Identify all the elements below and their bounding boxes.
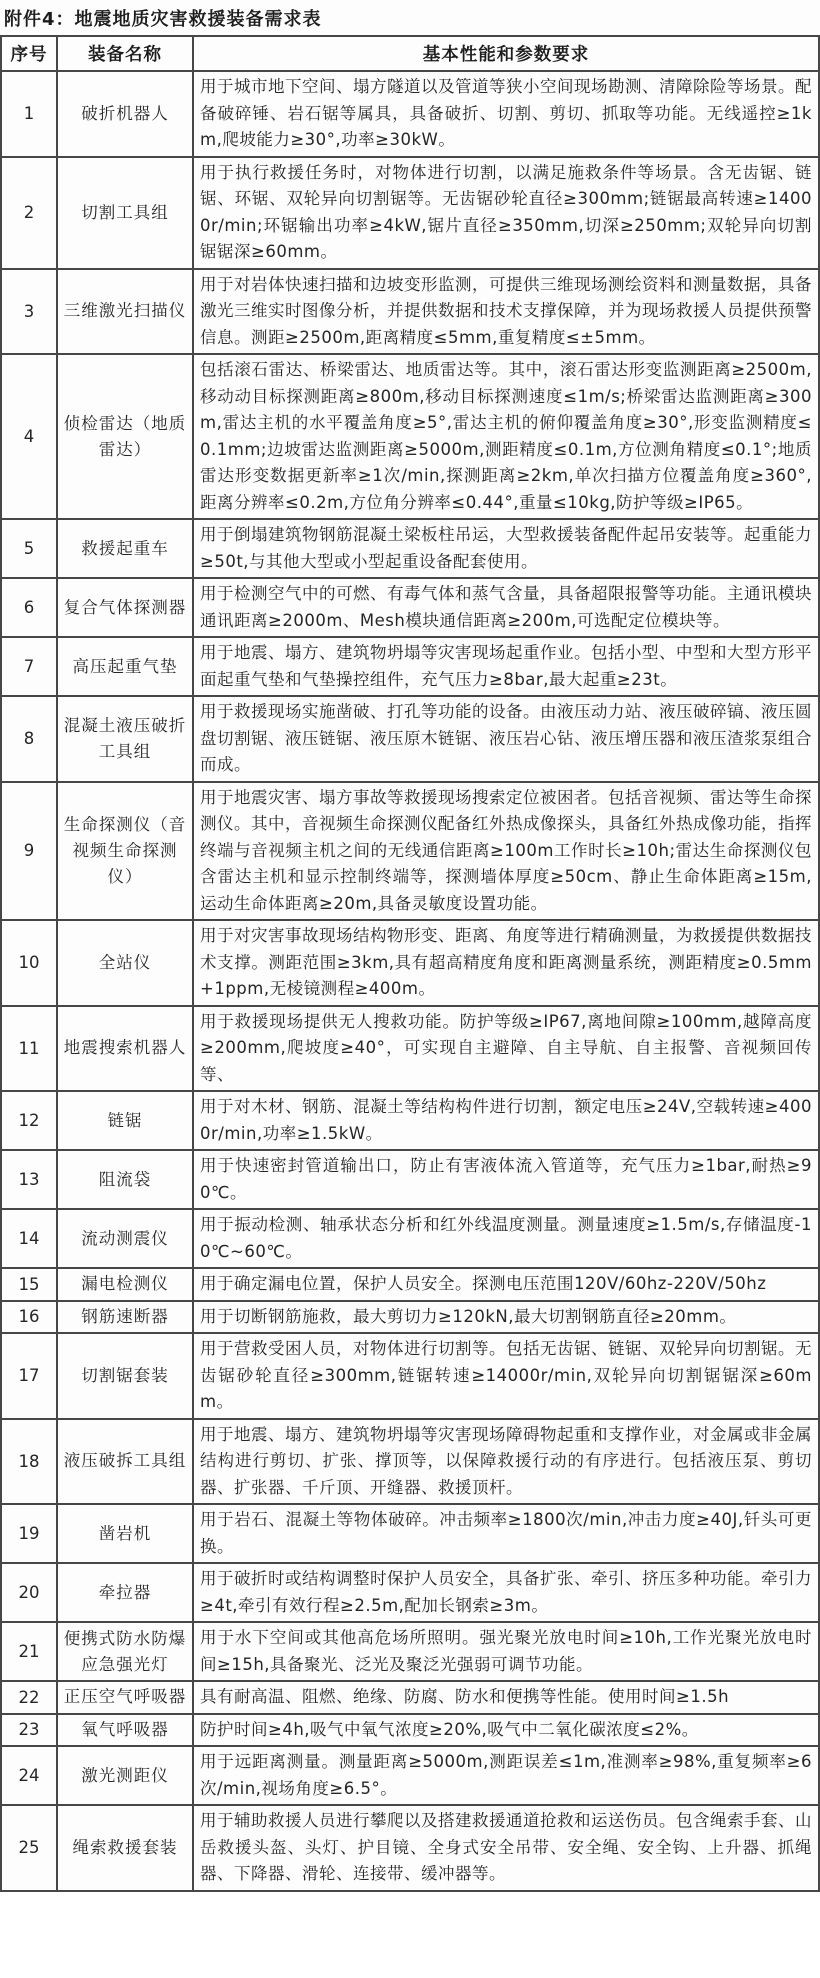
requirements-cell: 用于破折时或结构调整时保护人员安全，具备扩张、牵引、挤压多种功能。牵引力≥4t,牵引有效行程≥2.5m,配加长钢索≥3m。: [193, 1563, 819, 1622]
requirements-cell: 具有耐高温、阻燃、绝缘、防腐、防水和便携等性能。使用时间≥1.5h: [193, 1681, 819, 1714]
table-row: [1, 71, 819, 157]
equipment-name-cell: 链锯: [57, 1091, 193, 1150]
serial-number-cell: 9: [1, 782, 57, 921]
equipment-name-cell: 阻流袋: [57, 1150, 193, 1209]
serial-number-cell: 4: [1, 354, 57, 519]
equipment-name-cell: 漏电检测仪: [57, 1268, 193, 1301]
equipment-name-cell: 正压空气呼吸器: [57, 1681, 193, 1714]
equipment-requirements-table: [0, 35, 820, 1892]
equipment-name-cell: 氧气呼吸器: [57, 1714, 193, 1747]
requirements-cell: 用于救援现场实施凿破、打孔等功能的设备。由液压动力站、液压破碎镐、液压圆盘切割锯、液压链锯、液压原木链锯、液压岩心钻、液压增压器和液压渣浆泵组合而成。: [193, 696, 819, 782]
table-row: [1, 1333, 819, 1419]
table-row: [1, 1681, 819, 1714]
requirements-cell: 防护时间≥4h,吸气中氧气浓度≥20%,吸气中二氧化碳浓度≤2%。: [193, 1714, 819, 1747]
table-row: [1, 1091, 819, 1150]
header-equipment-name: 装备名称: [57, 36, 193, 71]
requirements-cell: 用于城市地下空间、塌方隧道以及管道等狭小空间现场勘测、清障除险等场景。配备破碎锤、岩石锯等属具，具备破折、切割、剪切、抓取等功能。无线遥控≥1km,爬坡能力≥30°,功率≥30kW。: [193, 71, 819, 157]
equipment-name-cell: 激光测距仪: [57, 1746, 193, 1805]
table-row: [1, 1746, 819, 1805]
equipment-name-cell: 绳索救援套装: [57, 1805, 193, 1891]
serial-number-cell: 14: [1, 1209, 57, 1268]
requirements-cell: 用于地震灾害、塌方事故等救援现场搜索定位被困者。包括音视频、雷达等生命探测仪。其中，音视频生命探测仪配备红外热成像探头，具备红外热成像功能，指挥终端与音视频主机之间的无线通信距离≥100m工作时长≥10h;雷达生命探测仪包含雷达主机和显示控制终端等，探测墙体厚度≥50cm、静止生命体距离≥15m,运动生命体距离≥20m,具备灵敏度设置功能。: [193, 782, 819, 921]
table-row: [1, 782, 819, 921]
serial-number-cell: 6: [1, 578, 57, 637]
equipment-name-cell: 生命探测仪（音视频生命探测仪）: [57, 782, 193, 921]
document-title: 附件4：地震地质灾害救援装备需求表: [4, 9, 322, 30]
equipment-name-cell: 流动测震仪: [57, 1209, 193, 1268]
table-row: [1, 1714, 819, 1747]
table-row: [1, 1563, 819, 1622]
equipment-name-cell: 高压起重气垫: [57, 637, 193, 696]
equipment-name-cell: 混凝土液压破折工具组: [57, 696, 193, 782]
requirements-cell: 用于救援现场提供无人搜救功能。防护等级≥IP67,离地间隙≥100mm,越障高度≥200mm,爬坡度≥40°，可实现自主避障、自主导航、自主报警、音视频回传等、: [193, 1006, 819, 1092]
serial-number-cell: 16: [1, 1301, 57, 1334]
table-header-row: [1, 36, 819, 71]
requirements-cell: 用于营救受困人员，对物体进行切割等。包括无齿锯、链锯、双轮异向切割锯。无齿锯砂轮直径≥300mm,链锯转速≥14000r/min,双轮异向切割锯锯深≥60mm。: [193, 1333, 819, 1419]
table-row: [1, 1504, 819, 1563]
requirements-cell: 用于辅助救援人员进行攀爬以及搭建救援通道抢救和运送伤员。包含绳索手套、山岳救援头盔、头灯、护目镜、全身式安全吊带、安全绳、安全钩、上升器、抓绳器、下降器、滑轮、连接带、缓冲器等。: [193, 1805, 819, 1891]
equipment-name-cell: 便携式防水防爆应急强光灯: [57, 1622, 193, 1681]
serial-number-cell: 1: [1, 71, 57, 157]
equipment-name-cell: 地震搜索机器人: [57, 1006, 193, 1092]
table-header: [1, 36, 819, 71]
serial-number-cell: 13: [1, 1150, 57, 1209]
equipment-name-cell: 三维激光扫描仪: [57, 269, 193, 355]
requirements-cell: 用于对灾害事故现场结构物形变、距离、角度等进行精确测量，为救援提供数据技术支撑。测距范围≥3km,具有超高精度角度和距离测量系统，测距精度≥0.5mm+1ppm,无棱镜测程≥400m。: [193, 920, 819, 1006]
table-row: [1, 519, 819, 578]
equipment-name-cell: 切割工具组: [57, 157, 193, 269]
table-row: [1, 637, 819, 696]
table-row: [1, 1006, 819, 1092]
serial-number-cell: 24: [1, 1746, 57, 1805]
table-row: [1, 696, 819, 782]
requirements-cell: 用于对木材、钢筋、混凝土等结构构件进行切割，额定电压≥24V,空载转速≥4000r/min,功率≥1.5kW。: [193, 1091, 819, 1150]
serial-number-cell: 12: [1, 1091, 57, 1150]
requirements-cell: 用于检测空气中的可燃、有毒气体和蒸气含量，具备超限报警等功能。主通讯模块通讯距离≥2000m、Mesh模块通信距离≥200m,可选配定位模块等。: [193, 578, 819, 637]
table-row: [1, 1419, 819, 1505]
table-row: [1, 578, 819, 637]
serial-number-cell: 21: [1, 1622, 57, 1681]
serial-number-cell: 7: [1, 637, 57, 696]
requirements-cell: 用于倒塌建筑物钢筋混凝土梁板柱吊运，大型救援装备配件起吊安装等。起重能力≥50t,与其他大型或小型起重设备配套使用。: [193, 519, 819, 578]
requirements-cell: 包括滚石雷达、桥梁雷达、地质雷达等。其中，滚石雷达形变监测距离≥2500m,移动动目标探测距离≥800m,移动目标探测速度≤1m/s;桥梁雷达监测距离≥300m,雷达主机的水平覆盖角度≥5°,雷达主机的俯仰覆盖角度≥30°,形变监测精度≤0.1mm;边坡雷达监测距离≥5000m,测距精度≤0.1m,方位测角精度≤0.1°;地质雷达形变数据更新率≥1次/min,探测距离≥2km,单次扫描方位覆盖角度≥360°,距离分辨率≤0.2m,方位角分辨率≤0.44°,重量≤10kg,防护等级≥IP65。: [193, 354, 819, 519]
table-row: [1, 157, 819, 269]
requirements-cell: 用于执行救援任务时，对物体进行切割，以满足施救条件等场景。含无齿锯、链锯、环锯、双轮异向切割锯等。无齿锯砂轮直径≥300mm;链锯最高转速≥14000r/min;环锯输出功率≥4kW,锯片直径≥350mm,切深≥250mm;双轮异向切割锯锯深≥60mm。: [193, 157, 819, 269]
equipment-name-cell: 切割锯套装: [57, 1333, 193, 1419]
serial-number-cell: 18: [1, 1419, 57, 1505]
table-row: [1, 1805, 819, 1891]
serial-number-cell: 8: [1, 696, 57, 782]
table-body: [1, 71, 819, 1891]
equipment-name-cell: 全站仪: [57, 920, 193, 1006]
serial-number-cell: 11: [1, 1006, 57, 1092]
requirements-cell: 用于地震、塌方、建筑物坍塌等灾害现场起重作业。包括小型、中型和大型方形平面起重气垫和气垫操控组件，充气压力≥8bar,最大起重≥23t。: [193, 637, 819, 696]
equipment-name-cell: 牵拉器: [57, 1563, 193, 1622]
requirements-cell: 用于水下空间或其他高危场所照明。强光聚光放电时间≥10h,工作光聚光放电时间≥15h,具备聚光、泛光及聚泛光强弱可调节功能。: [193, 1622, 819, 1681]
serial-number-cell: 10: [1, 920, 57, 1006]
requirements-cell: 用于对岩体快速扫描和边坡变形监测，可提供三维现场测绘资料和测量数据，具备激光三维实时图像分析，并提供数据和技术支撑保障，并为现场救援人员提供预警信息。测距≥2500m,距离精度≤5mm,重复精度≤±5mm。: [193, 269, 819, 355]
serial-number-cell: 19: [1, 1504, 57, 1563]
table-row: [1, 1301, 819, 1334]
serial-number-cell: 22: [1, 1681, 57, 1714]
equipment-name-cell: 侦检雷达（地质雷达）: [57, 354, 193, 519]
equipment-name-cell: 液压破拆工具组: [57, 1419, 193, 1505]
serial-number-cell: 17: [1, 1333, 57, 1419]
equipment-name-cell: 救援起重车: [57, 519, 193, 578]
table-row: [1, 269, 819, 355]
requirements-cell: 用于岩石、混凝土等物体破碎。冲击频率≥1800次/min,冲击力度≥40J,钎头可更换。: [193, 1504, 819, 1563]
header-serial-number: 序号: [1, 36, 57, 71]
serial-number-cell: 2: [1, 157, 57, 269]
table-row: [1, 1209, 819, 1268]
table-row: [1, 1150, 819, 1209]
requirements-cell: 用于振动检测、轴承状态分析和红外线温度测量。测量速度≥1.5m/s,存储温度-10℃~60℃。: [193, 1209, 819, 1268]
serial-number-cell: 25: [1, 1805, 57, 1891]
serial-number-cell: 20: [1, 1563, 57, 1622]
serial-number-cell: 23: [1, 1714, 57, 1747]
requirements-cell: 用于远距离测量。测量距离≥5000m,测距误差≤1m,准测率≥98%,重复频率≥6次/min,视场角度≥6.5°。: [193, 1746, 819, 1805]
serial-number-cell: 5: [1, 519, 57, 578]
equipment-name-cell: 凿岩机: [57, 1504, 193, 1563]
equipment-name-cell: 破折机器人: [57, 71, 193, 157]
requirements-cell: 用于快速密封管道输出口，防止有害液体流入管道等，充气压力≥1bar,耐热≥90℃。: [193, 1150, 819, 1209]
requirements-cell: 用于确定漏电位置，保护人员安全。探测电压范围120V/60hz-220V/50hz: [193, 1268, 819, 1301]
table-row: [1, 1268, 819, 1301]
serial-number-cell: 3: [1, 269, 57, 355]
table-row: [1, 354, 819, 519]
requirements-cell: 用于地震、塌方、建筑物坍塌等灾害现场障碍物起重和支撑作业，对金属或非金属结构进行剪切、扩张、撑顶等，以保障救援行动的有序进行。包括液压泵、剪切器、扩张器、千斤顶、开缝器、救援顶杆。: [193, 1419, 819, 1505]
equipment-name-cell: 钢筋速断器: [57, 1301, 193, 1334]
equipment-name-cell: 复合气体探测器: [57, 578, 193, 637]
header-requirements: 基本性能和参数要求: [193, 36, 819, 71]
table-row: [1, 920, 819, 1006]
requirements-cell: 用于切断钢筋施救，最大剪切力≥120kN,最大切割钢筋直径≥20mm。: [193, 1301, 819, 1334]
table-row: [1, 1622, 819, 1681]
serial-number-cell: 15: [1, 1268, 57, 1301]
